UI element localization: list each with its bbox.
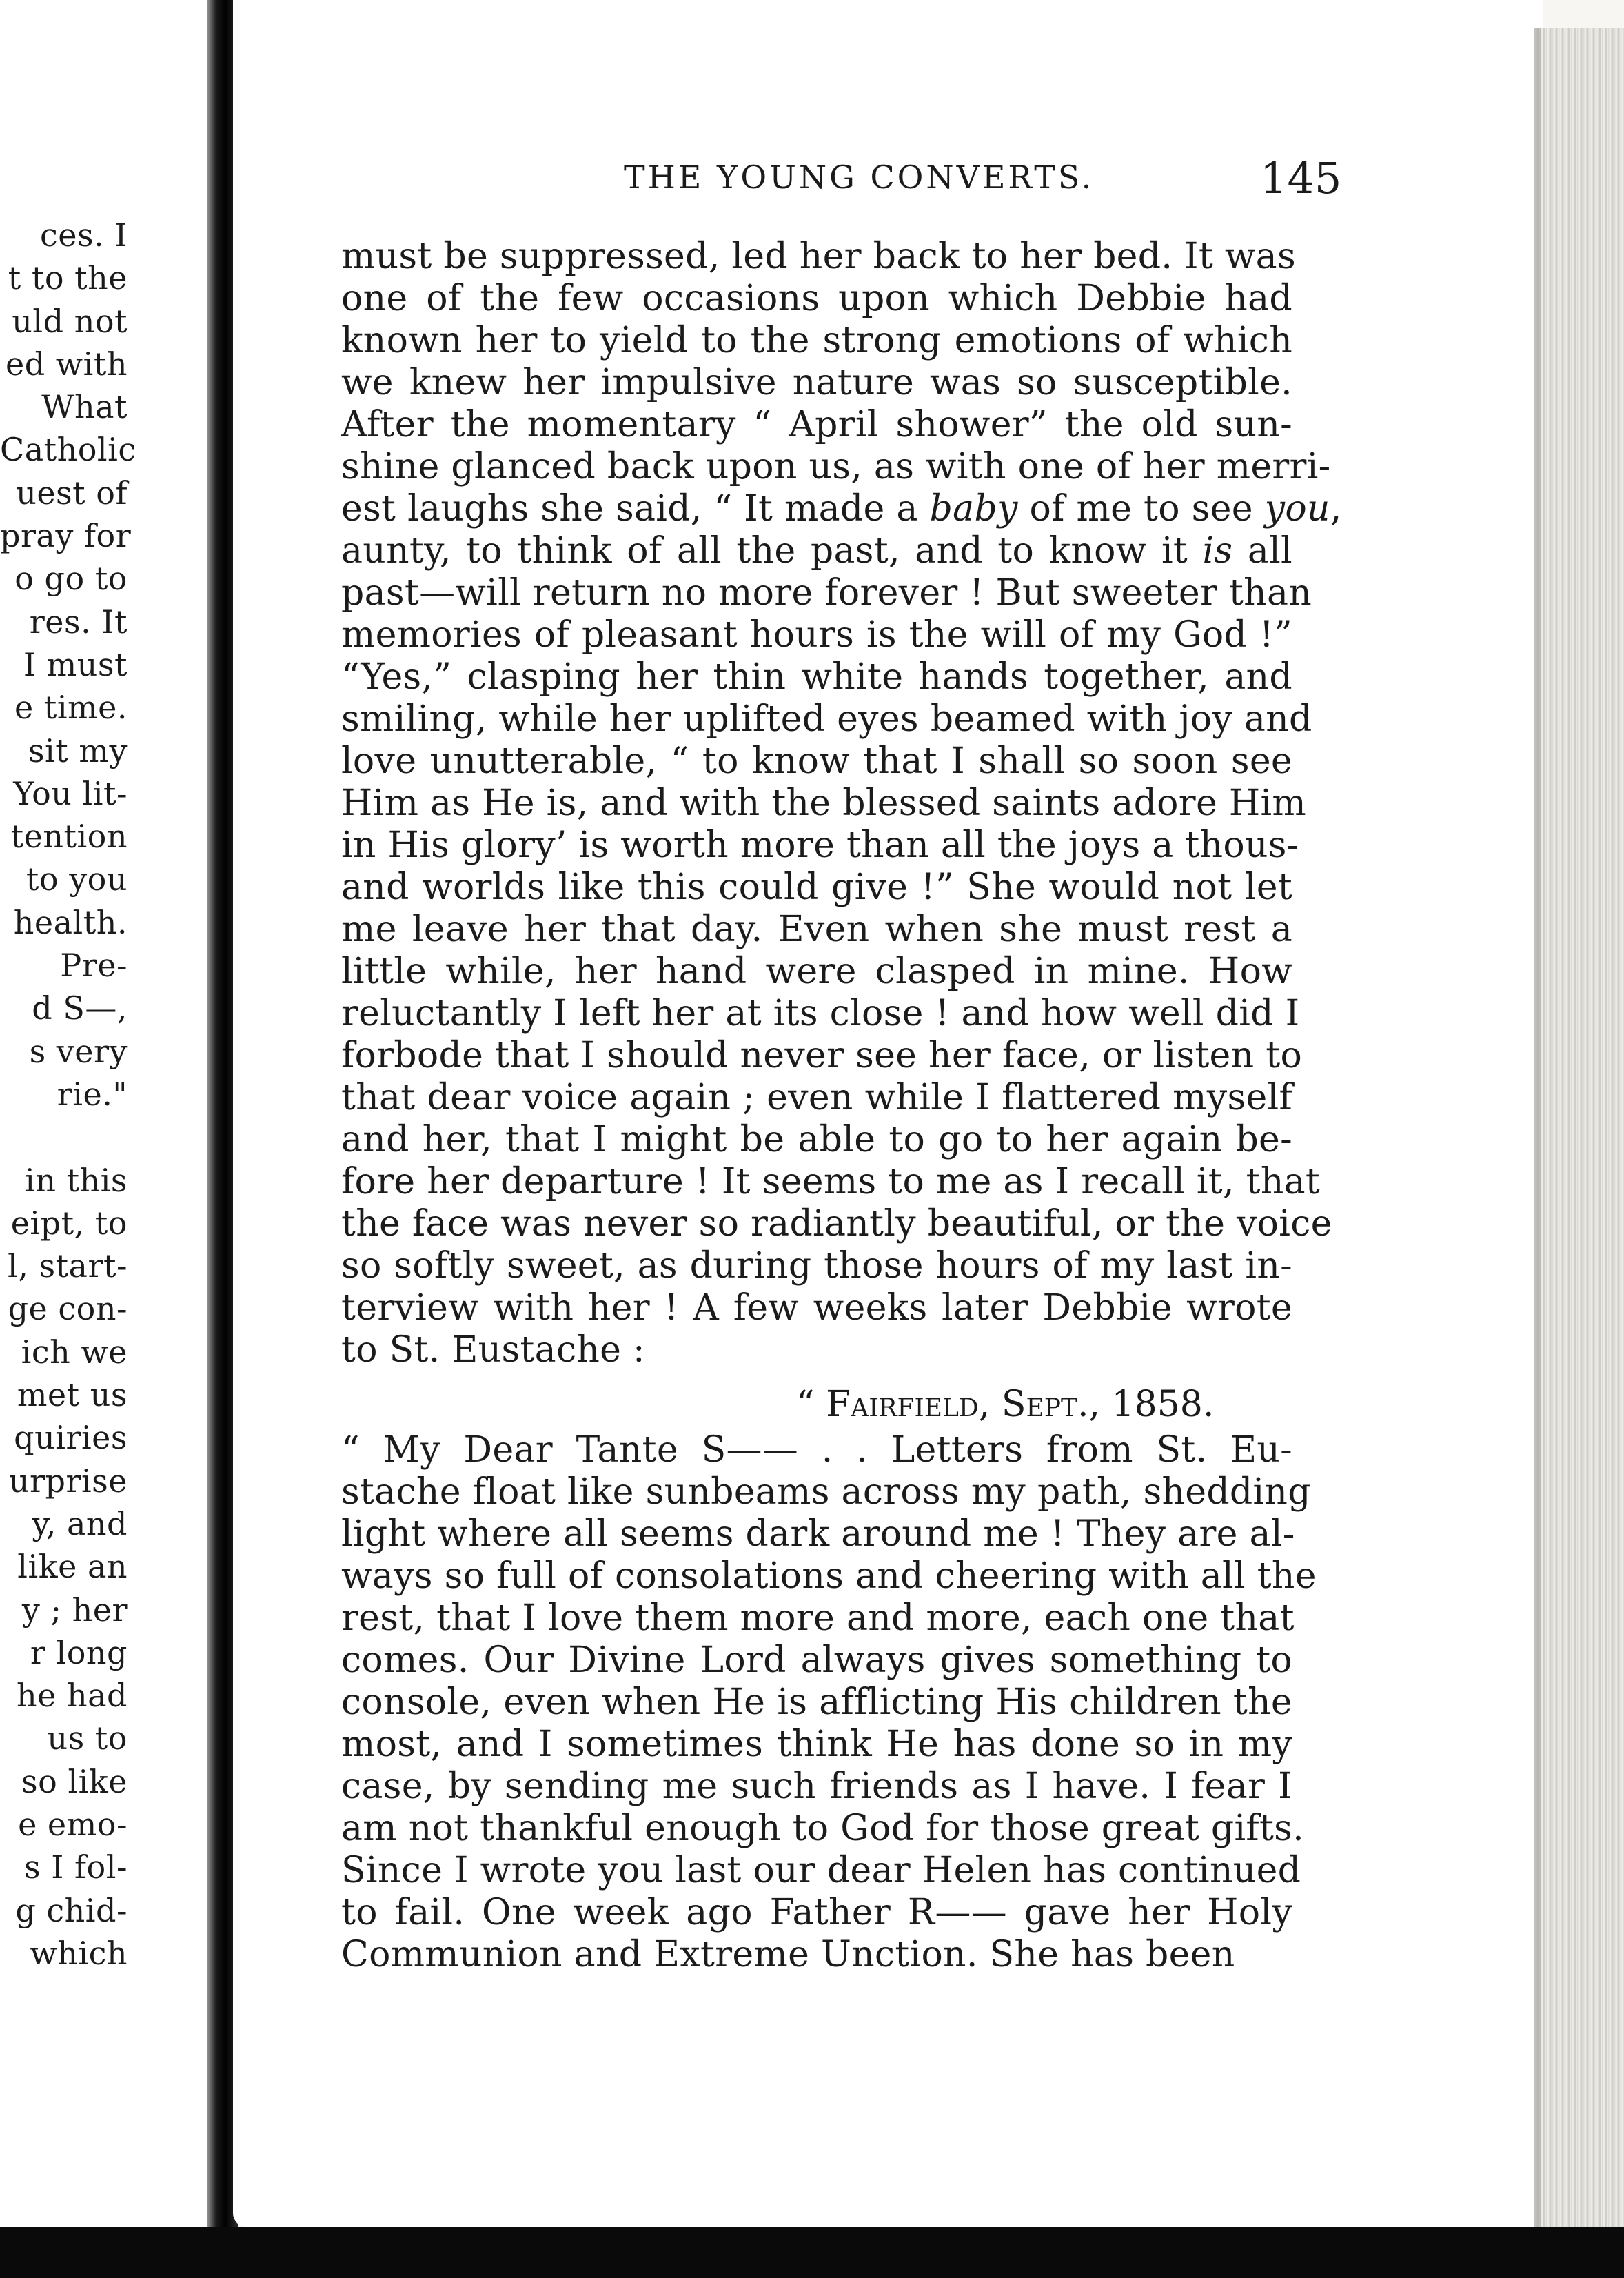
text-line: Him as He is, and with the blessed saints adore Him: [341, 783, 1307, 824]
text-line: past—will return no more forever ! But sweeter than: [341, 572, 1312, 614]
text-line: one of the few occasions upon which Debbie had: [341, 278, 1292, 319]
text-line: reluctantly I left her at its close ! and how well did I: [341, 993, 1300, 1034]
text-line: “ My Dear Tante S—— . . Letters from St. Eu-: [341, 1429, 1292, 1471]
text-line: Since I wrote you last our dear Helen has continued: [341, 1850, 1301, 1891]
text-line: light where all seems dark around me ! They are al-: [341, 1513, 1295, 1555]
facing-page-line: like an: [17, 1548, 128, 1586]
running-head: THE YOUNG CONVERTS.: [624, 159, 1095, 196]
facing-page-line: ed with: [6, 345, 128, 383]
facing-page-line: uest of: [16, 474, 128, 512]
text-line: known her to yield to the strong emotions of which: [341, 320, 1292, 361]
facing-page-line: quiries: [14, 1419, 128, 1457]
text-line: to fail. One week ago Father R—— gave her Holy: [341, 1892, 1292, 1933]
text-line: smiling, while her uplifted eyes beamed with joy and: [341, 698, 1312, 740]
text-line: “Yes,” clasping her thin white hands together, and: [341, 656, 1292, 698]
facing-page-line: pray for: [0, 517, 132, 555]
facing-page-line: y, and: [32, 1504, 128, 1542]
facing-page-line: rie.": [57, 1075, 128, 1113]
text-line: case, by sending me such friends as I have. I fear I: [341, 1766, 1292, 1807]
text-line: console, even when He is afflicting His children the: [341, 1682, 1292, 1723]
facing-page-line: so like: [21, 1762, 128, 1800]
text-line: love unutterable, “ to know that I shall so soon see: [341, 740, 1292, 782]
facing-page-line: uld not: [12, 302, 128, 340]
letter-dateline: “ Fairfield, Sept., 1858.: [796, 1384, 1215, 1425]
text-line: memories of pleasant hours is the will of my God !”: [341, 614, 1292, 656]
text-line: After the momentary “ April shower” the old sun-: [341, 404, 1292, 445]
text-line: comes. Our Divine Lord always gives something to: [341, 1640, 1292, 1681]
facing-page-line: t to the: [8, 259, 128, 297]
body-paragraph-1: [341, 236, 1332, 1371]
facing-page-line: ge con-: [8, 1290, 128, 1328]
facing-page-line: he had: [17, 1677, 128, 1715]
text-line: am not thankful enough to God for those great gifts.: [341, 1808, 1304, 1849]
facing-page-line: met us: [17, 1376, 128, 1414]
text-line: aunty, to think of all the past, and to know it is all: [341, 530, 1292, 572]
facing-page-line: o go to: [14, 560, 128, 598]
facing-page-line: eipt, to: [10, 1204, 128, 1242]
facing-page-line: d S—,: [32, 989, 128, 1027]
text-line: stache float like sunbeams across my path, shedding: [341, 1471, 1311, 1513]
facing-page-line: us to: [47, 1720, 128, 1757]
facing-page-text: [0, 214, 136, 1975]
facing-page-line: tention: [10, 818, 128, 856]
facing-page-line: [0, 1116, 128, 1158]
text-line: shine glanced back upon us, as with one of her merri-: [341, 446, 1331, 487]
facing-page-line: e emo-: [18, 1805, 128, 1843]
text-line: fore her departure ! It seems to me as I recall it, that: [341, 1161, 1321, 1202]
page-edges-shadow: [1534, 28, 1541, 2227]
text-line: to St. Eustache :: [341, 1329, 645, 1371]
facing-page-line: to you: [26, 860, 128, 898]
text-line: ways so full of consolations and cheering with all the: [341, 1555, 1317, 1597]
facing-page-line: ich we: [21, 1333, 128, 1371]
text-line: est laughs she said, “ It made a baby of me to see you: [341, 488, 1330, 530]
facing-page-line: What: [41, 388, 128, 426]
text-line: and her, that I might be able to go to her again be-: [341, 1119, 1292, 1160]
facing-page-line: urprise: [8, 1462, 128, 1500]
facing-page-line: e time.: [14, 689, 128, 727]
text-line: me leave her that day. Even when she must rest a: [341, 909, 1292, 950]
text-line: and worlds like this could give !” She would not let: [341, 867, 1292, 908]
facing-page-line: Pre-: [60, 947, 128, 985]
facing-page-line: in this: [25, 1161, 128, 1199]
text-line: most, and I sometimes think He has done so in my: [341, 1724, 1292, 1765]
page-edges: [1534, 28, 1624, 2227]
facing-page-line: s very: [29, 1032, 128, 1070]
facing-page-line: y ; her: [21, 1591, 128, 1629]
text-line: so softly sweet, as during those hours of my last in-: [341, 1245, 1292, 1287]
text-line: Communion and Extreme Unction. She has been: [341, 1934, 1235, 1975]
text-line: little while, her hand were clasped in mine. How: [341, 951, 1292, 992]
facing-page-fragment: [0, 0, 219, 2278]
text-line: terview with her ! A few weeks later Debbie wrote: [341, 1287, 1292, 1329]
page-number: 145: [1260, 153, 1342, 203]
facing-page-line: which: [30, 1934, 128, 1972]
text-line: rest, that I love them more and more, each one that: [341, 1597, 1295, 1639]
facing-page-line: g chid-: [15, 1891, 128, 1929]
facing-page-line: You lit-: [13, 774, 128, 812]
facing-page-line: Catholic: [0, 431, 136, 469]
body-letter: [341, 1429, 1317, 1976]
facing-page-line: s I fol-: [24, 1848, 128, 1886]
facing-page-line: res. It: [29, 603, 128, 641]
facing-page-line: health.: [13, 903, 128, 941]
facing-page-line: l, start-: [8, 1247, 128, 1285]
body-text: [341, 236, 1332, 1976]
scan-bottom-edge: [0, 2227, 1624, 2278]
facing-page-line: sit my: [28, 732, 128, 769]
text-line: forbode that I should never see her face, or listen to: [341, 1035, 1303, 1076]
facing-page-line: ces. I: [39, 216, 128, 254]
text-line: must be suppressed, led her back to her bed. It was: [341, 236, 1296, 277]
text-line: that dear voice again ; even while I flattered myself: [341, 1077, 1292, 1118]
facing-page-line: I must: [23, 645, 128, 683]
text-line: the face was never so radiantly beautiful, or the voice: [341, 1203, 1332, 1244]
text-line: in His glory’ is worth more than all the joys a thous-: [341, 825, 1299, 866]
facing-page-line: r long: [30, 1633, 128, 1671]
text-line: we knew her impulsive nature was so susceptible.: [341, 362, 1292, 403]
